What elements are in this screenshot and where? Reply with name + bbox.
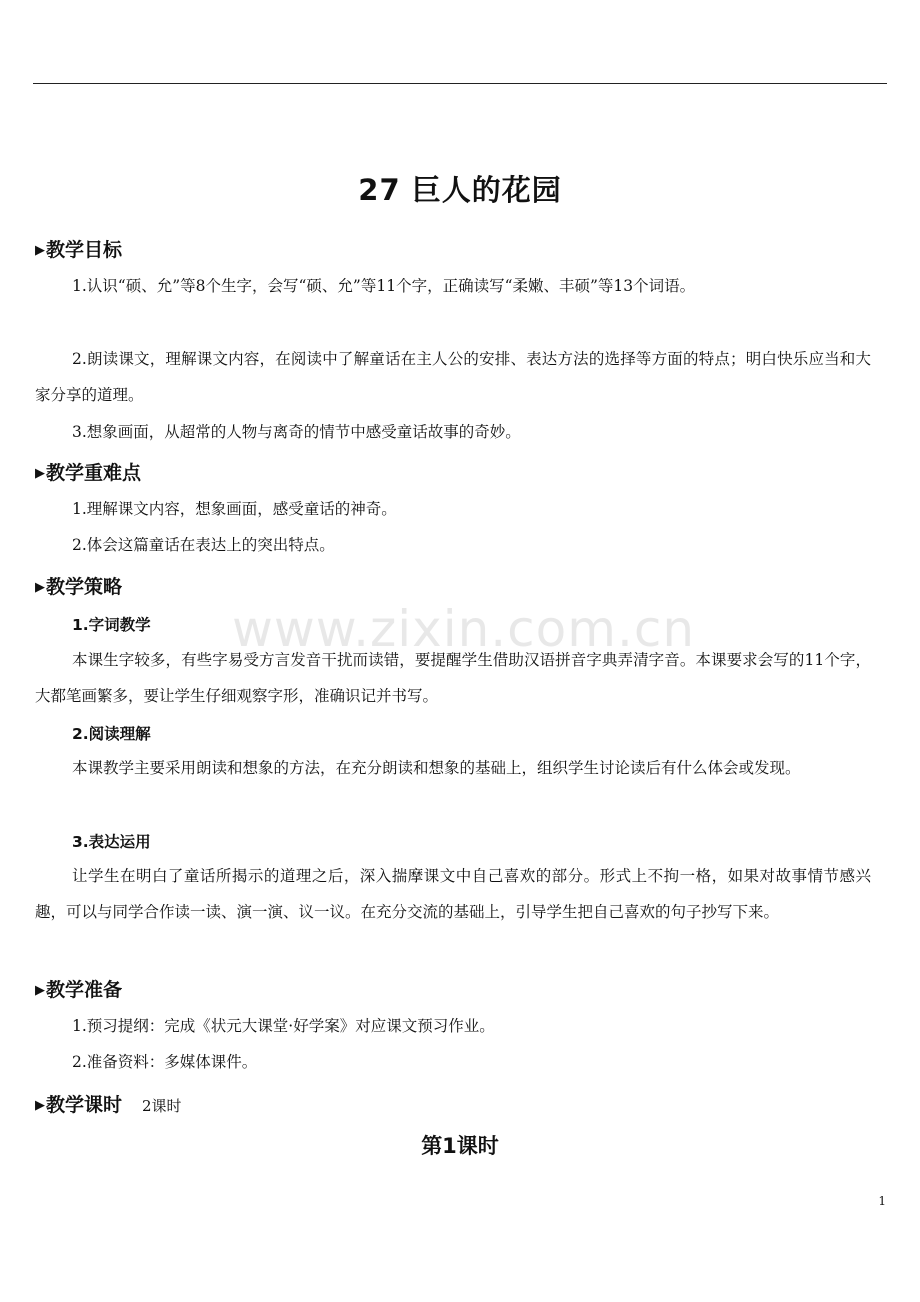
strategy-text-1: 本课生字较多，有些字易受方言发音干扰而读错，要提醒学生借助汉语拼音字典弄清字音。本课要求会写的11个字，大都笔画繁多，要让学生仔细观察字形，准确识记并书写。 xyxy=(35,651,871,705)
goal-item-2: 2.朗读课文，理解课文内容，在阅读中了解童话在主人公的安排、表达方法的选择等方面的特点；明白快乐应当和大家分享的道理。 xyxy=(35,350,871,404)
triangle-bullet-icon: ▶ xyxy=(35,243,45,258)
page-number: 1 xyxy=(878,1194,886,1208)
strategy-text-3: 让学生在明白了童话所揭示的道理之后，深入揣摩课文中自己喜欢的部分。形式上不拘一格，如果对故事情节感兴趣，可以与同学合作读一读、演一演、议一议。在充分交流的基础上，引导学生把自己喜欢的句子抄写下来。 xyxy=(35,867,871,921)
section-heading-focus: ▶教学重难点 xyxy=(35,462,142,484)
triangle-bullet-icon: ▶ xyxy=(35,466,45,481)
goal-item-3: 3.想象画面，从超常的人物与离奇的情节中感受童话故事的奇妙。 xyxy=(72,423,521,441)
focus-item-1: 1.理解课文内容，想象画面，感受童话的神奇。 xyxy=(72,500,397,518)
hours-value: 2课时 xyxy=(142,1097,182,1115)
triangle-bullet-icon: ▶ xyxy=(35,983,45,998)
triangle-bullet-icon: ▶ xyxy=(35,1098,45,1113)
section-heading-goals: ▶教学目标 xyxy=(35,239,123,261)
goal-item-1: 1.认识“硕、允”等8个生字，会写“硕、允”等11个字，正确读写“柔嫩、丰硕”等13个词语。 xyxy=(72,277,696,295)
strategy-subheading-1: 1.字词教学 xyxy=(72,616,151,634)
watermark: www.zixin.com.cn xyxy=(232,600,696,658)
focus-item-2: 2.体会这篇童话在表达上的突出特点。 xyxy=(72,536,335,554)
strategy-subheading-2: 2.阅读理解 xyxy=(72,725,151,743)
prep-item-2: 2.准备资料：多媒体课件。 xyxy=(72,1053,258,1071)
lesson-title: 第1课时 xyxy=(421,1134,499,1158)
triangle-bullet-icon: ▶ xyxy=(35,580,45,595)
prep-item-1: 1.预习提纲：完成《状元大课堂·好学案》对应课文预习作业。 xyxy=(72,1017,495,1035)
section-heading-strategy: ▶教学策略 xyxy=(35,576,123,598)
strategy-text-2: 本课教学主要采用朗读和想象的方法，在充分朗读和想象的基础上，组织学生讨论读后有什么体会或发现。 xyxy=(72,759,801,777)
page-title: 27 巨人的花园 xyxy=(358,173,562,207)
header-rule xyxy=(33,83,887,84)
section-heading-hours: ▶教学课时 2课时 xyxy=(35,1094,182,1116)
section-heading-prep: ▶教学准备 xyxy=(35,979,123,1001)
strategy-subheading-3: 3.表达运用 xyxy=(72,833,151,851)
